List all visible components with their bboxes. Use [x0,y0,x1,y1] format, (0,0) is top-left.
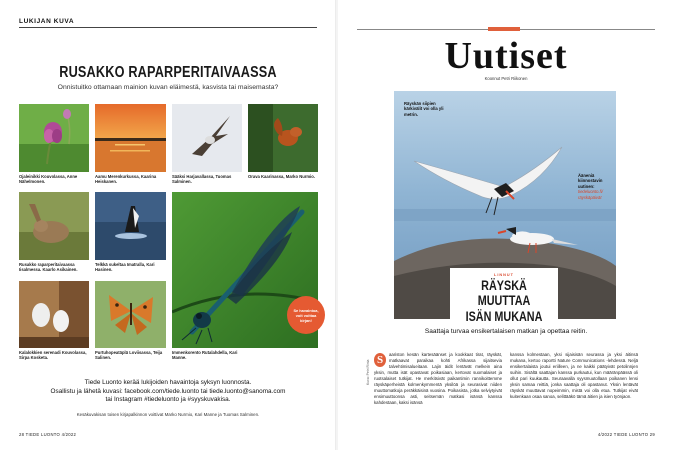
photo-caption: Orava Kaarinassa, Marko Nurmio. [248,174,316,179]
left-page [0,0,336,450]
page-subtitle: Onnistuitko ottamaan mainion kuvan eläimestä, kasvista tai maisemasta? [57,84,279,91]
section-rule [19,27,317,28]
callout-line: tai Instagram #tiedeluonto ja #syyskuvakisa. [105,396,231,404]
photo-caption: Sääksi Harjavallassa, Tuomas Salminen. [172,174,232,185]
drop-cap: S [374,353,386,367]
article-column-1 [374,352,502,406]
photo-goldeneye [95,192,166,260]
hero-caption-side [578,173,614,200]
photo-caption: Immenkorento Rutalahdella, Kari Manne. [172,350,238,361]
hero-caption-link[interactable]: tiedeluonto.fi/ räyskäpäivät [578,189,603,200]
hero-caption-side-text: Ääneniä kiinnostavin uutinen: [578,173,603,189]
article-text: kanssa kolmestaan, yksi sijaisisän seurassa ja yksi äitinsä mukana, kertoo raportti Nature Communications -lehdessä. Neljä ensikertalaista joutui eriilleen, ja ne kaikki päätyivät petolinnjen suihin. Sisältä saattajan kanssa purkautui, kun määränpäässä oli ollut pari kuukautta. Seuraavalla syysmuutollaan poikanen lensi yksin samaa reittiä, jonka saattaja oli opastanut. Yksin lentävät räyskät muuttavat nopeimmin, mistä voi olla etua. Tutkijat eivät kuitenkaan osaa sanoa, selittääkö tämä äitien ja isien työnjaon. [510,352,638,399]
photo-caption: Aamu Merenkurkussa, Kaarina Heiskanen. [95,174,157,185]
photo-squirrel [248,104,318,172]
article-column-2 [510,352,638,400]
callout-box [0,379,336,405]
photo-caption: Telkkä sukeltaa Imatralla, Kari Hasinen. [95,262,155,273]
callout-line: Tiede Luonto kerää lukijoiden havaintoja syksyn luonnosta. [84,379,252,386]
article-text: aariston kesän kartesäänset ja kookkaat tirat, räyskät, matkaavat paraikaa kohti Afrikassa sijaitsevia talvehtimisalueitaan. Lajin äidit lentävät melkein aina yksin, mutta isät opastavat poikasiaan, kertovat suomalaiset ja ruotsalaiset tutkijat. He merkitsivät paikantimin rannikoittemme räyskäperheistä kolmenkymmentä yksilöä ja seurasivat niiden muuttomatkoja peräkkäisinä vuosina. Poikasista, jotka selviytyivät ensimuuttoonsa asti, seitsemän matkasi isänsä kanssa kahdestaan, kaksi isänsä [374,352,502,405]
winner-badge [287,296,325,334]
photo-caption: Ojaleinikki Kouvolassa, Anne Nähelmonen. [19,174,78,185]
article-title-line: ISÄN MUKANA [465,309,543,324]
photo-caption: Kalalokkien serenadi Kouvolassa, Sirpa Kosketa. [19,350,87,361]
article-kicker: LINNUT [494,273,514,277]
section-title: Uutiset [444,35,568,77]
accent-bar [488,27,520,31]
article-title-line: RÄYSKÄ MUUTTAA [477,278,531,308]
article-lead: Saattaja turvaa ensikertalaisen matkan ja opettaa reitin. [424,328,588,335]
photo-sunrise-sea [95,104,166,172]
section-label: LUKIJAN KUVA [19,18,75,25]
callout-line: Osallistu ja lähetä kuvasi: facebook.com/tiede.luonto tai tiede.luonto@sanoma.com [50,387,286,395]
photo-butterfly [95,281,166,348]
folio-left: 28 TIEDE LUONTO 4/2022 [19,432,77,437]
photo-hare [19,192,89,260]
photo-pasqueflower [19,104,89,172]
page-title: RUSAKKO RAPARPERITAIVAASSA [59,64,277,81]
article-title-box [450,268,558,322]
winner-badge-text: Se havaintoa, voit voittaa kirjan! [293,307,319,323]
photo-gulls [19,281,89,348]
folio-right: 4/2022 TIEDE LUONTO 29 [597,432,655,437]
right-page [338,0,674,450]
photo-osprey [172,104,242,172]
section-author: Koonnut Petri Riikonen [484,76,528,81]
photo-caption: Rusakko raparperitaivaassa Iisalmessa. Kaarlo Asikainen. [19,262,78,273]
photo-caption: Purtuhopeatäplä Loviisassa, Teija Salinen. [95,350,163,361]
hero-caption-top: Räyskän siipien kärkivälit voi olla yli metrin. [404,101,444,117]
hero-photo-credit: Kuva: Petri Rinta [366,359,370,385]
prize-credit: Kesäkuvakisan toisen kirjapalkinnon voittivat Marko Nurmio, Kari Manne ja Tuomas Salminen. [76,412,260,417]
